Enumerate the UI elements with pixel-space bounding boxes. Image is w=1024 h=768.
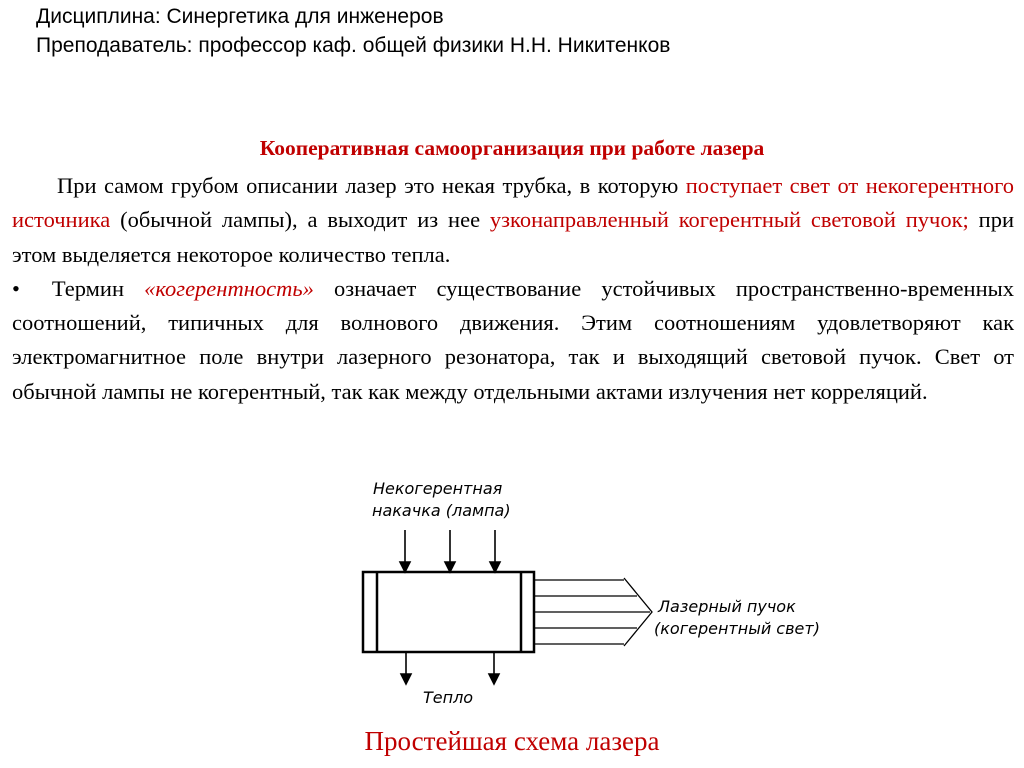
beam-label-line2: (когерентный свет) [654, 619, 820, 638]
paragraph1-part2: (обычной лампы), а выходит из нее [110, 207, 490, 233]
heat-label: Тепло [423, 688, 474, 707]
pump-label-line2: накачка (лампа) [372, 501, 511, 520]
course-header [36, 2, 670, 60]
laser-tube [363, 572, 534, 652]
laser-beam-arrow [534, 578, 652, 646]
teacher-line: Преподаватель: профессор каф. общей физики Н.Н. Никитенков [36, 34, 671, 57]
paragraph1-part1: При самом грубом описании лазер это некая трубка, в которую [57, 173, 686, 198]
heat-arrowhead-1 [401, 674, 411, 684]
paragraph2-part2: означает существование устойчивых пространственно-временных соотношений, типичных для волнового движения. Этим соотношениям удовлетворяют как электромагнитное поле внутри лазерного резонатора, так и выходящий световой пучок. Свет от обычной лампы не когерентный, так как между отдельными актами излучения нет корреляций. [12, 275, 1014, 404]
paragraph2-term: «когерентность» [144, 275, 314, 301]
diagram-caption: Простейшая схема лазера [364, 726, 660, 756]
bullet-mark: • [12, 275, 20, 301]
paragraph-coherence [12, 272, 1014, 409]
beam-label-line1: Лазерный пучок [658, 597, 796, 616]
paragraph1-red2: узконаправленный когерентный световой пучок; [489, 207, 969, 233]
paragraph1-part3: при этом выделяется некоторое количество тепла. [12, 207, 1014, 267]
pump-arrowhead-3 [490, 562, 500, 572]
heat-arrowhead-2 [489, 674, 499, 684]
pump-arrowhead-2 [445, 562, 455, 572]
paragraph2-part1: Термин [51, 275, 145, 301]
pump-label-line1: Некогерентная [373, 479, 503, 498]
slide-title: Кооперативная самоорганизация при работе лазера [259, 136, 765, 160]
discipline-line: Дисциплина: Синергетика для инженеров [36, 5, 444, 28]
laser-diagram [0, 470, 1024, 718]
pump-arrowhead-1 [400, 562, 410, 572]
paragraph1-red1: поступает свет от некогерентного источника [12, 173, 1015, 233]
paragraph-laser-description [12, 169, 1014, 272]
slide-body [12, 169, 1014, 409]
